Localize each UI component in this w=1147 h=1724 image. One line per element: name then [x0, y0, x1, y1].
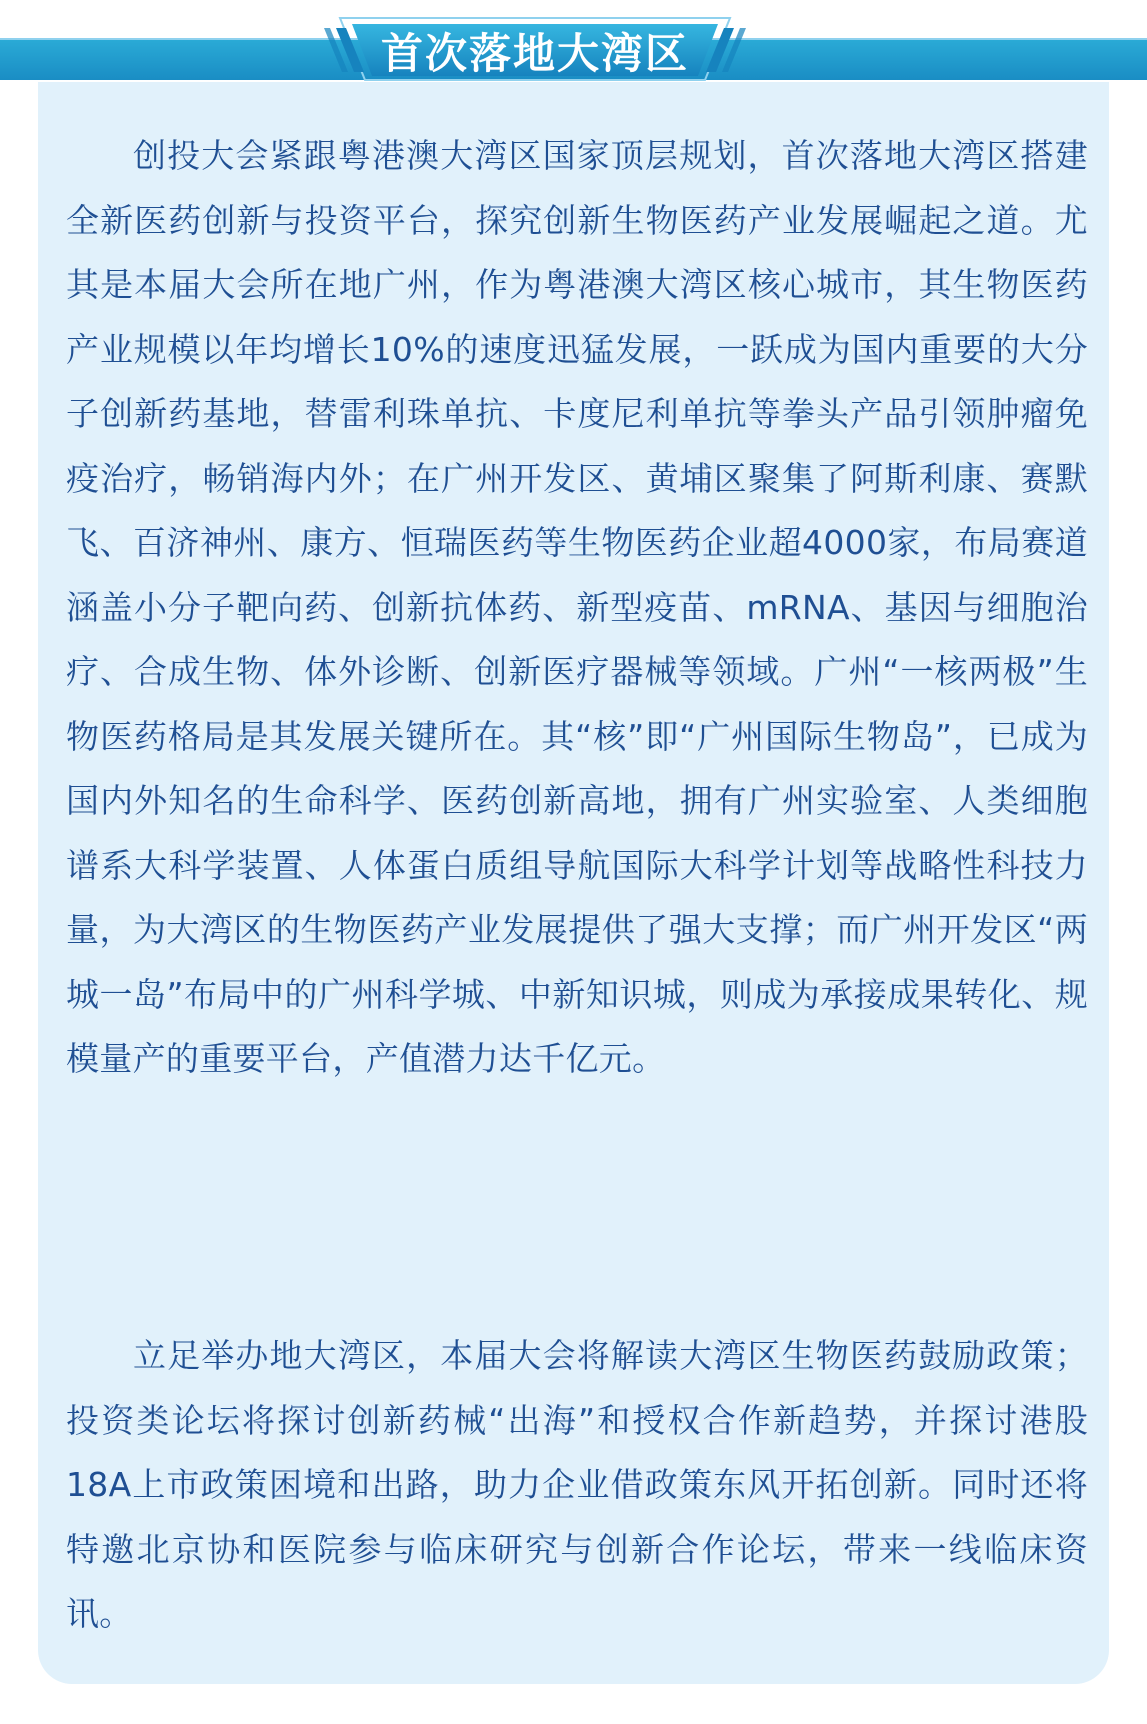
body-paragraph-1: 创投大会紧跟粤港澳大湾区国家顶层规划，首次落地大湾区搭建全新医药创新与投资平台，探究创新生物医药产业发展崛起之道。尤其是本届大会所在地广州，作为粤港澳大湾区核心城市，其生物医药产业规模以年均增长10%的速度迅猛发展，一跃成为国内重要的大分子创新药基地，替雷利珠单抗、卡度尼利单抗等拳头产品引领肿瘤免疫治疗，畅销海内外；在广州开发区、黄埔区聚集了阿斯利康、赛默飞、百济神州、康方、恒瑞医药等生物医药企业超4000家，布局赛道涵盖小分子靶向药、创新抗体药、新型疫苗、mRNA、基因与细胞治疗、合成生物、体外诊断、创新医疗器械等领域。广州“一核两极”生物医药格局是其发展关键所在。其“核”即“广州国际生物岛”，已成为国内外知名的生命科学、医药创新高地，拥有广州实验室、人类细胞谱系大科学装置、人体蛋白质组导航国际大科学计划等战略性科技力量，为大湾区的生物医药产业发展提供了强大支撑；而广州开发区“两城一岛”布局中的广州科学城、中新知识城，则成为承接成果转化、规模量产的重要平台，产值潜力达千亿元。: [66, 136, 1088, 1078]
content-panel: [38, 82, 1109, 1684]
body-paragraph-2: 立足举办地大湾区，本届大会将解读大湾区生物医药鼓励政策；投资类论坛将探讨创新药械“出海”和授权合作新趋势，并探讨港股18A上市政策困境和出路，助力企业借政策东风开拓创新。同时还将特邀北京协和医院参与临床研究与创新合作论坛，带来一线临床资讯。: [66, 1336, 1088, 1633]
title-tab: [300, 14, 770, 84]
page-title: 首次落地大湾区: [380, 29, 689, 78]
